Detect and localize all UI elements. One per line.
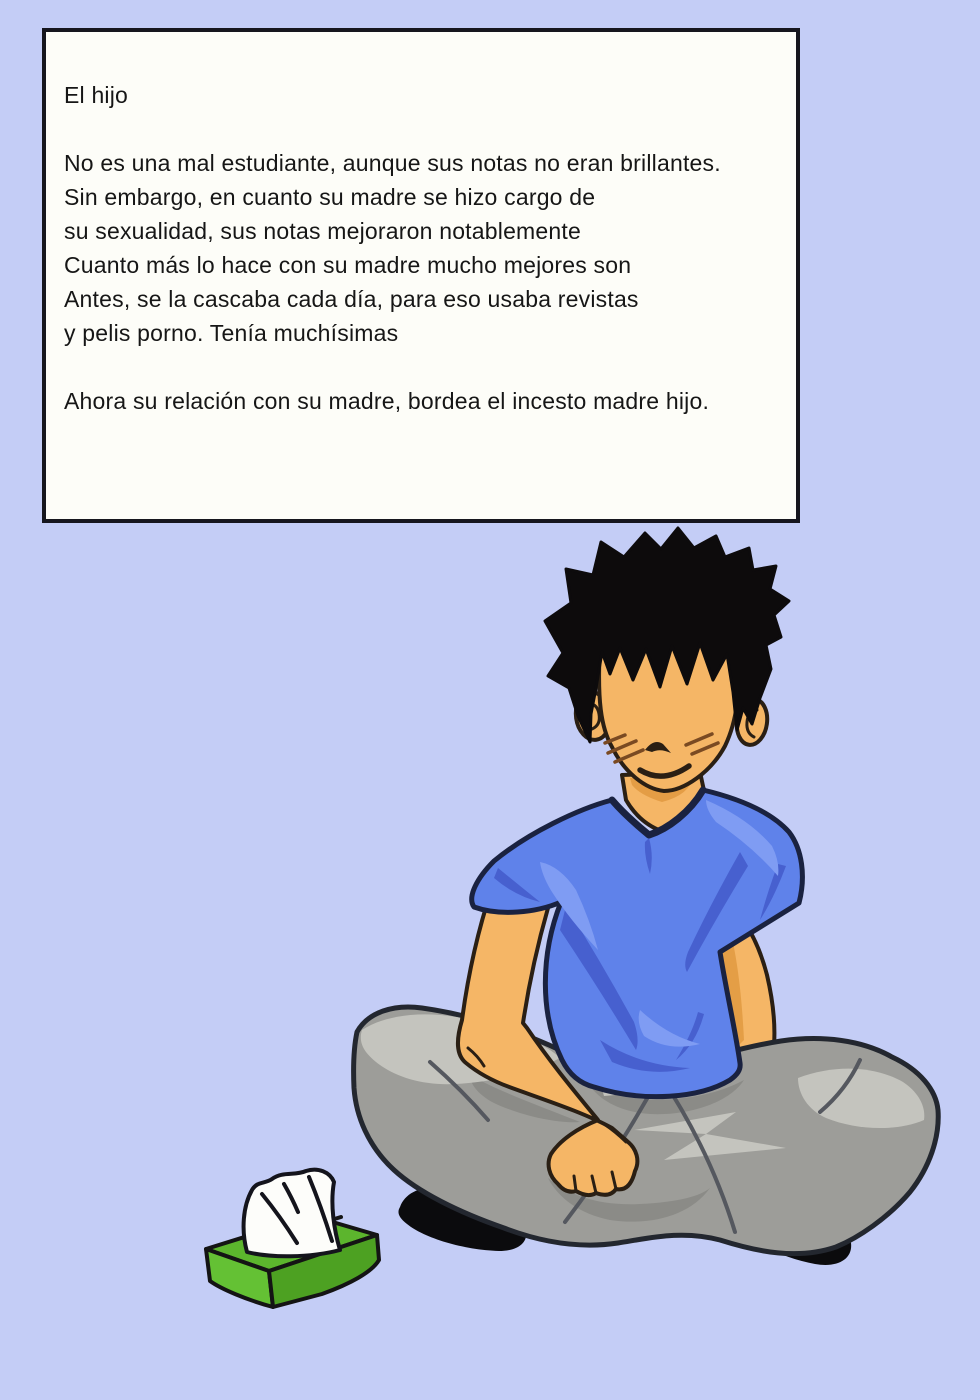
text-line: Sin embargo, en cuanto su madre se hizo cargo de: [64, 184, 596, 210]
tissue: [244, 1170, 340, 1257]
text-line: No es una mal estudiante, aunque sus notas no eran brillantes.: [64, 150, 721, 176]
tissue-box: [206, 1170, 379, 1307]
head: [545, 528, 789, 832]
text-line: Cuanto más lo hace con su madre mucho mejores son: [64, 252, 632, 278]
text-line: y pelis porno. Tenía muchísimas: [64, 320, 399, 346]
text-line: Ahora su relación con su madre, bordea el incesto madre hijo.: [64, 388, 710, 414]
text-line: su sexualidad, sus notas mejoraron notablemente: [64, 218, 581, 244]
text-title: El hijo: [64, 82, 129, 108]
text-line: Antes, se la cascaba cada día, para eso usaba revistas: [64, 286, 639, 312]
